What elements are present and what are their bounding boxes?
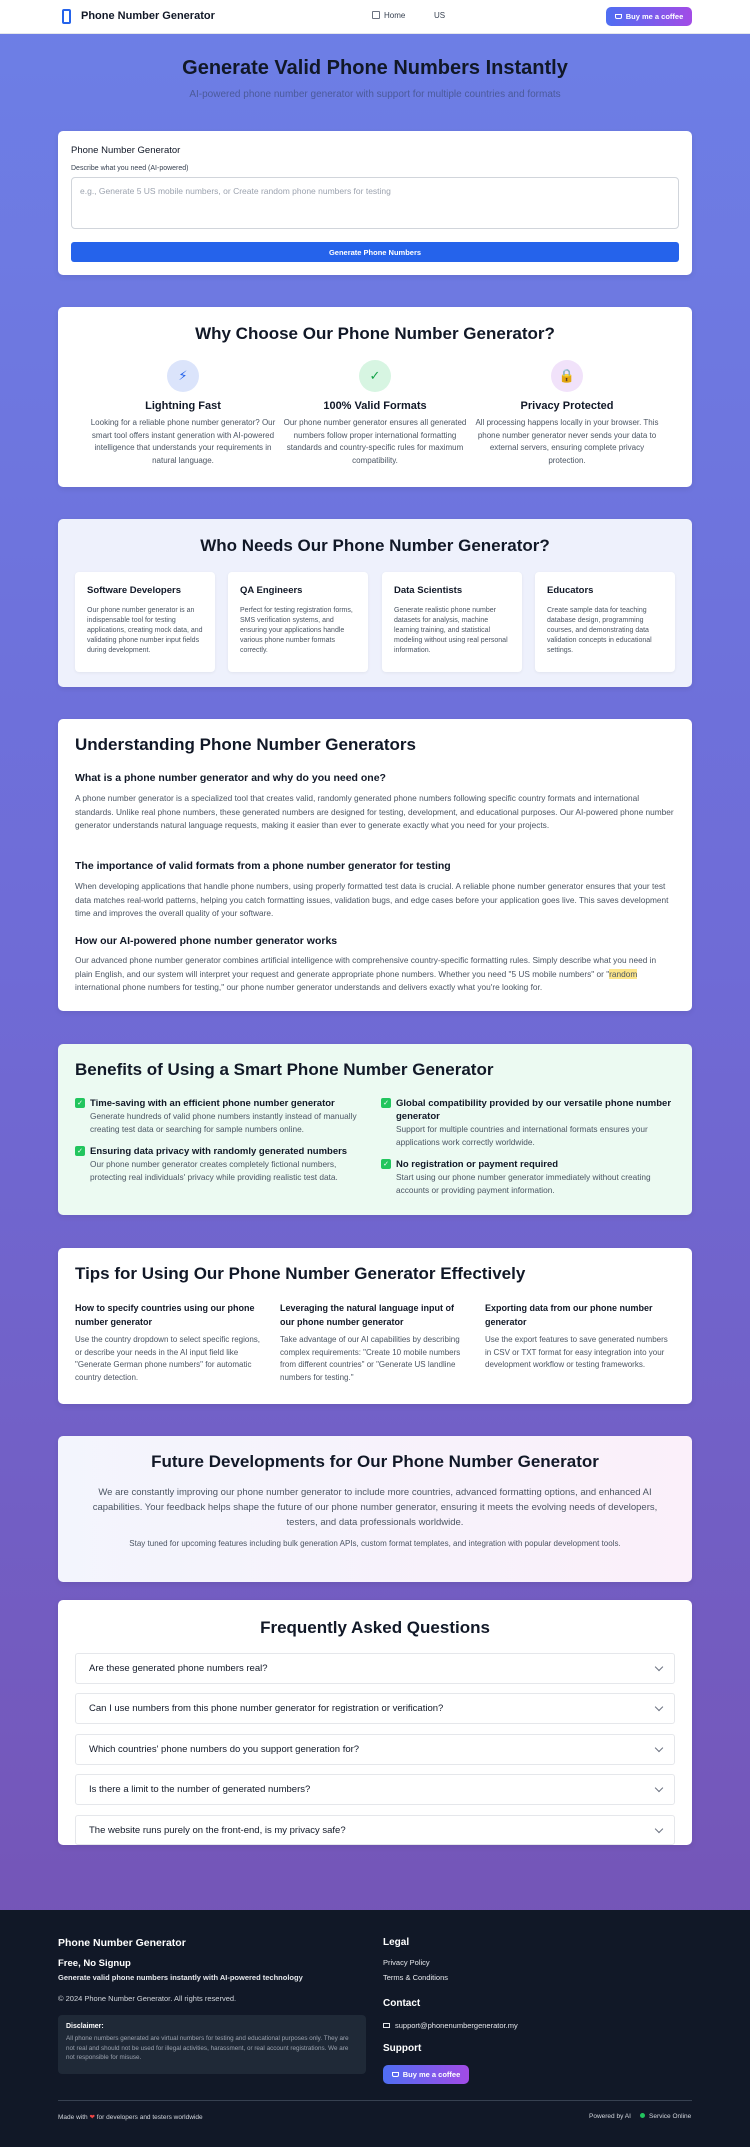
paragraph-text: Our advanced phone number generator combines artificial intelligence with comprehensive country-specific formatting rules. Simply describe what you need in plain English, and our system will interpret your request and generate appropriate phone numbers. Whether you need "5 US mobile numbers" or " [75,955,657,979]
benefit-title: No registration or payment required [396,1159,559,1170]
tip-title: How to specify countries using our phone number generator [75,1303,255,1327]
benefit-item [75,1145,360,1183]
audience-text: Perfect for testing registration forms, SMS verification systems, and ensuring your applications handle various phone number formats correctly. [240,607,353,654]
chevron-down-icon [655,1744,663,1752]
footer-brand: Phone Number Generator [58,1937,186,1949]
disclaimer-title: Disclaimer: [66,2023,104,2030]
feature-title: Lightning Fast [145,400,221,412]
check-icon: ✓ [381,1159,391,1169]
audience-card [535,572,675,672]
terms-link[interactable]: Terms & Conditions [383,1973,449,1982]
footer-divider [58,2100,692,2101]
benefit-text: Generate hundreds of valid phone numbers instantly instead of manually creating test data or searching for sample numbers online. [90,1111,357,1134]
audience-text: Create sample data for teaching database design, programming courses, and demonstrating data validation concepts in educational settings. [547,607,652,654]
tips-title: Tips for Using Our Phone Number Generator Effectively [75,1264,526,1283]
support-heading: Support [383,2043,422,2054]
legal-heading: Legal [383,1937,410,1948]
tip-text: Use the export features to save generated numbers in CSV or TXT format for easy integration into your development workflow or testing frameworks. [485,1335,668,1369]
tip-item [75,1302,265,1384]
check-icon: ✓ [75,1098,85,1108]
footer [0,1910,750,2147]
lightning-icon: ⚡ [167,360,199,392]
understanding-title: Understanding Phone Number Generators [75,735,416,754]
understanding-section [58,719,692,1011]
why-title: Why Choose Our Phone Number Generator? [195,324,555,343]
faq-question: Can I use numbers from this phone number generator for registration or verification? [89,1703,444,1714]
understanding-paragraph-3 [75,954,675,995]
tip-title: Exporting data from our phone number generator [485,1303,653,1327]
benefit-title: Global compatibility provided by our versatile phone number generator [396,1098,672,1122]
faq-title: Frequently Asked Questions [260,1618,490,1637]
feature-title: 100% Valid Formats [323,400,427,412]
understanding-paragraph-1: A phone number generator is a specialized tool that creates valid, randomly generated phone numbers following specific country formats and international standards. Unlike real phone numbers, these generated numbers are designed for testing, development, and educational purposes. Our AI-powered phone number generator understands natural language requests, making it easier than ever to generate exactly what you need for your projects. [75,793,674,831]
future-section [58,1436,692,1582]
feature-item [88,360,278,467]
buy-coffee-button[interactable] [606,7,692,26]
benefits-title: Benefits of Using a Smart Phone Number Generator [75,1060,494,1079]
hero-subtitle: AI-powered phone number generator with support for multiple countries and formats [189,89,561,100]
describe-input[interactable] [71,177,679,229]
coffee-icon [392,2072,399,2077]
email-text: support@phonenumbergenerator.my [395,2021,518,2030]
audience-title: QA Engineers [240,585,303,596]
why-choose-section [58,307,692,487]
heart-icon: ❤ [89,2114,95,2121]
chevron-down-icon [655,1825,663,1833]
feature-text: All processing happens locally in your browser. This phone number generator never sends your data to external servers, ensuring complete privacy protection. [475,418,659,465]
footer-tagline: Free, No Signup [58,1958,131,1969]
audience-card [382,572,522,672]
faq-question: The website runs purely on the front-end, is my privacy safe? [89,1824,346,1836]
chevron-down-icon [655,1703,663,1711]
benefit-text: Our phone number generator creates completely fictional numbers, protecting real individuals' privacy while providing realistic test data. [90,1159,338,1182]
audience-card [228,572,368,672]
tip-text: Use the country dropdown to select specific regions, or describe your needs in the AI input field like "Generate German phone numbers" for automatic country detection. [75,1335,260,1382]
who-needs-section [58,519,692,687]
tip-text: Take advantage of our AI capabilities by describing complex requirements: "Create 10 mobile numbers from different countries" or "Generate US landline numbers for testing." [280,1335,461,1382]
paragraph-text: international phone numbers for testing," our phone number generator understands and delivers exactly what you're looking for. [75,982,543,993]
future-title: Future Developments for Our Phone Number Generator [151,1452,599,1471]
faq-question: Are these generated phone numbers real? [89,1663,268,1674]
chevron-down-icon [655,1784,663,1792]
faq-item[interactable] [75,1653,675,1684]
faq-item[interactable] [75,1693,675,1724]
audience-card [75,572,215,672]
status-dot-icon [640,2113,645,2118]
faq-question: Is there a limit to the number of generated numbers? [89,1784,311,1795]
audience-text: Generate realistic phone number datasets for analysis, machine learning training, and statistical modeling without using real personal information. [394,607,508,654]
understanding-heading-1: What is a phone number generator and why do you need one? [75,772,386,784]
tip-item [280,1302,470,1384]
made-with-a: Made with [58,2114,88,2121]
status-label: Service Online [649,2113,692,2120]
tips-section [58,1248,692,1404]
future-paragraph: We are constantly improving our phone number generator to include more countries, advanced formatting options, and enhanced AI capabilities. Your feedback helps shape the future of our phone number generator, ensuring it meets the evolving needs of developers, testers, and data professionals worldwide. [92,1487,658,1528]
contact-heading: Contact [383,1998,421,2009]
check-circle-icon: ✓ [359,360,391,392]
highlighted-word: random [609,968,638,979]
check-icon: ✓ [75,1146,85,1156]
brand-name[interactable]: Phone Number Generator [81,10,215,22]
disclaimer-box [58,2015,366,2074]
lock-icon: 🔒 [551,360,583,392]
audience-title: Data Scientists [394,585,463,596]
faq-item[interactable] [75,1774,675,1805]
chevron-down-icon [655,1663,663,1671]
disclaimer-text: All phone numbers generated are virtual numbers for testing and educational purposes only. They are not real and should not be used for illegal activities, harassment, or real account registrations. We are not responsible for misuse. [66,2035,349,2061]
future-note: Stay tuned for upcoming features including bulk generation APIs, custom format templates, and integration with popular development tools. [129,1539,621,1548]
footer-coffee-button[interactable] [383,2065,469,2084]
top-header [0,0,750,34]
benefit-title: Time-saving with an efficient phone number generator [90,1098,335,1109]
footer-copyright: © 2024 Phone Number Generator. All rights reserved. [58,1994,237,2003]
benefit-item [381,1097,676,1148]
who-title: Who Needs Our Phone Number Generator? [200,536,550,555]
benefits-section [58,1044,692,1215]
coffee-icon [615,14,622,19]
phone-icon [62,9,71,24]
benefit-item [75,1097,360,1135]
feature-text: Our phone number generator ensures all generated numbers follow proper international formatting standards and country-specific rules for maximum compatibility. [283,418,467,465]
powered-by-text: Powered by AI [589,2113,631,2120]
feature-title: Privacy Protected [520,400,614,412]
faq-section [58,1600,692,1845]
generator-card [58,131,692,275]
faq-item[interactable] [75,1815,675,1845]
benefit-title: Ensuring data privacy with randomly generated numbers [90,1146,348,1157]
generate-button[interactable]: Generate Phone Numbers [71,242,679,262]
footer-coffee-label: Buy me a coffee [402,2070,461,2079]
feature-text: Looking for a reliable phone number generator? Our smart tool offers instant generation with AI-powered intelligence that understands your requirements in natural language. [90,418,276,465]
benefit-text: Support for multiple countries and international formats ensures your applications work correctly worldwide. [396,1124,648,1147]
nav-home-link[interactable] [372,11,405,20]
made-with-text [58,2113,203,2121]
understanding-heading-3: How our AI-powered phone number generator works [75,935,338,947]
benefit-item [381,1158,676,1196]
hero-title: Generate Valid Phone Numbers Instantly [182,57,568,79]
benefit-text: Start using our phone number generator immediately without creating accounts or providing payment information. [396,1172,651,1195]
tip-item [485,1302,675,1372]
audience-title: Educators [547,585,594,596]
mail-icon [383,2023,390,2028]
generator-title: Phone Number Generator [71,145,181,156]
generator-label: Describe what you need (AI-powered) [71,165,189,172]
country-selector[interactable]: US [434,11,446,20]
feature-item [472,360,662,467]
tip-title: Leveraging the natural language input of our phone number generator [280,1303,455,1327]
understanding-heading-2: The importance of valid formats from a phone number generator for testing [75,860,451,872]
feature-item [280,360,470,467]
buy-coffee-label: Buy me a coffee [625,12,684,21]
nav-home-label: Home [384,11,406,20]
footer-description: Generate valid phone numbers instantly with AI-powered technology [58,1973,303,1982]
understanding-paragraph-2: When developing applications that handle phone numbers, using properly formatted test data is crucial. A reliable phone number generator ensures that your test data matches real-world patterns, helping you catch formatting issues, validation bugs, and edge cases before your application goes live. This saves development time and improves the overall quality of your software. [75,881,669,919]
made-with-b: for developers and testers worldwide [96,2114,203,2121]
privacy-policy-link[interactable]: Privacy Policy [383,1958,430,1967]
check-icon: ✓ [381,1098,391,1108]
service-status [640,2113,691,2120]
home-icon [372,11,380,19]
faq-item[interactable] [75,1734,675,1765]
audience-text: Our phone number generator is an indispensable tool for testing applications, creating mock data, and validating phone number input fields during development. [87,607,203,654]
audience-title: Software Developers [87,585,181,596]
email-link[interactable] [383,2021,518,2030]
faq-question: Which countries' phone numbers do you support generation for? [89,1744,360,1755]
